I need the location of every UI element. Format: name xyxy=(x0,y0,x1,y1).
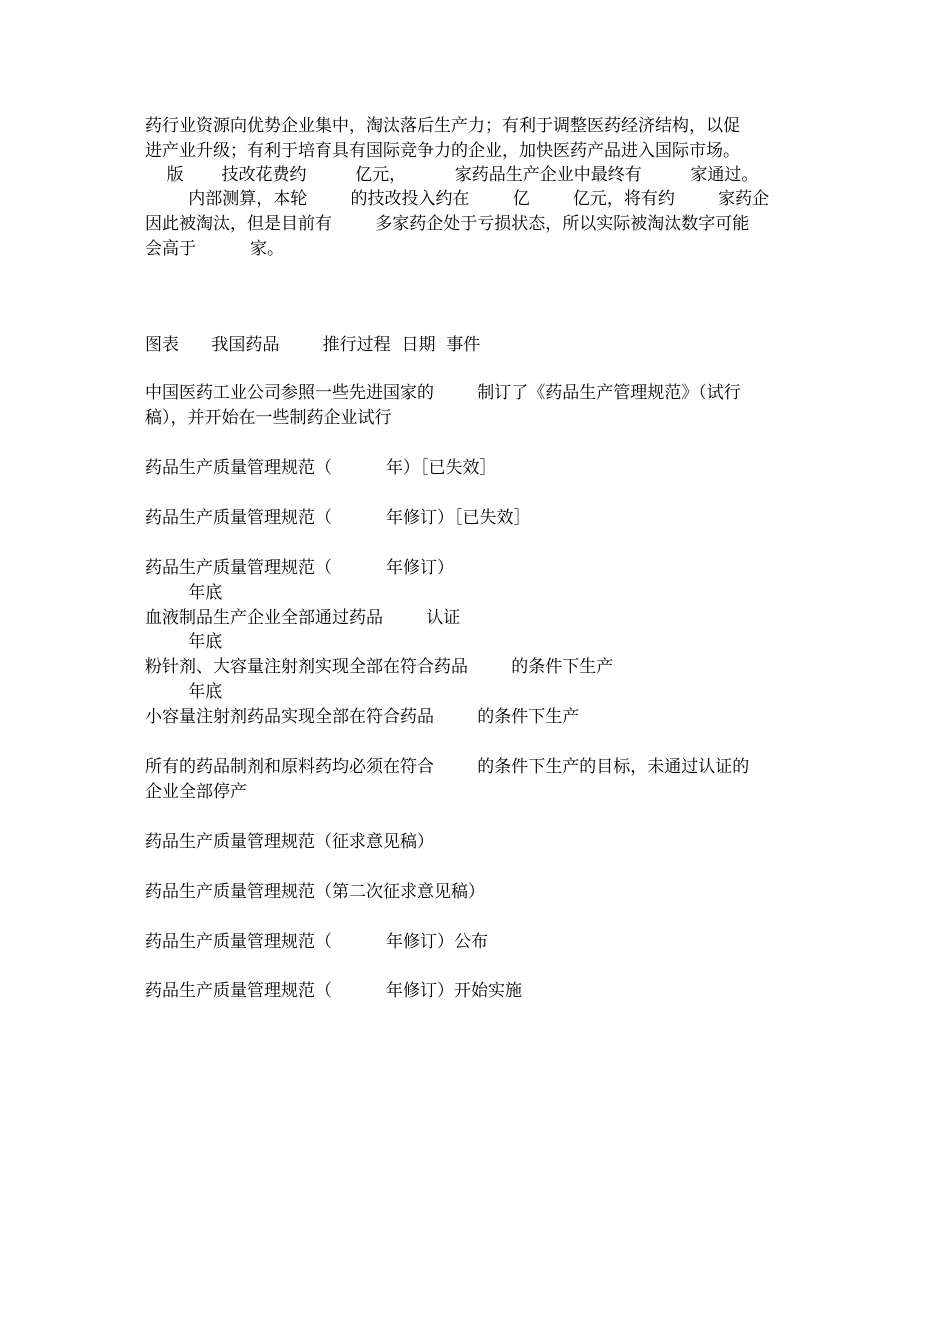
text-line: 会高于 家。 xyxy=(145,239,285,259)
event-line: 年底 xyxy=(145,583,223,603)
event-line: 药品生产质量管理规范（ 年修订）［已失效］ xyxy=(145,508,531,528)
event-line: 中国医药工业公司参照一些先进国家的 制订了《药品生产管理规范》（试行 xyxy=(145,383,741,403)
text-line: 因此被淘汰，但是目前有 多家药企处于亏损状态，所以实际被淘汰数字可能 xyxy=(145,214,750,234)
text-line: 药行业资源向优势企业集中，淘汰落后生产力；有利于调整医药经济结构，以促 xyxy=(145,116,740,136)
event-line: 药品生产质量管理规范（ 年修订）公布 xyxy=(145,932,489,952)
event-line: 药品生产质量管理规范（ 年修订） xyxy=(145,558,455,578)
event-line: 粉针剂、大容量注射剂实现全部在符合药品 的条件下生产 xyxy=(145,657,614,677)
text-line: 内部测算，本轮 的技改投入约在 亿 亿元，将有约 家药企 xyxy=(145,189,770,209)
event-line: 药品生产质量管理规范（征求意见稿） xyxy=(145,832,434,852)
event-line: 药品生产质量管理规范（第二次征求意见稿） xyxy=(145,882,485,902)
event-line: 所有的药品制剂和原料药均必须在符合 的条件下生产的目标，未通过认证的 xyxy=(145,757,750,777)
text-line: 进产业升级；有利于培育具有国际竞争力的企业，加快医药产品进入国际市场。 xyxy=(145,141,740,161)
event-line: 血液制品生产企业全部通过药品 认证 xyxy=(145,608,461,628)
table-caption: 图表 我国药品 推行过程 日期 事件 xyxy=(145,335,481,355)
event-line: 年底 xyxy=(145,682,223,702)
event-line: 年底 xyxy=(145,632,223,652)
event-line: 小容量注射剂药品实现全部在符合药品 的条件下生产 xyxy=(145,707,580,727)
event-line: 稿），并开始在一些制药企业试行 xyxy=(145,408,392,428)
event-line: 药品生产质量管理规范（ 年）［已失效］ xyxy=(145,458,497,478)
text-line: 版 技改花费约 亿元， 家药品生产企业中最终有 家通过。 xyxy=(145,165,759,185)
event-line: 药品生产质量管理规范（ 年修订）开始实施 xyxy=(145,981,523,1001)
event-line: 企业全部停产 xyxy=(145,782,247,802)
